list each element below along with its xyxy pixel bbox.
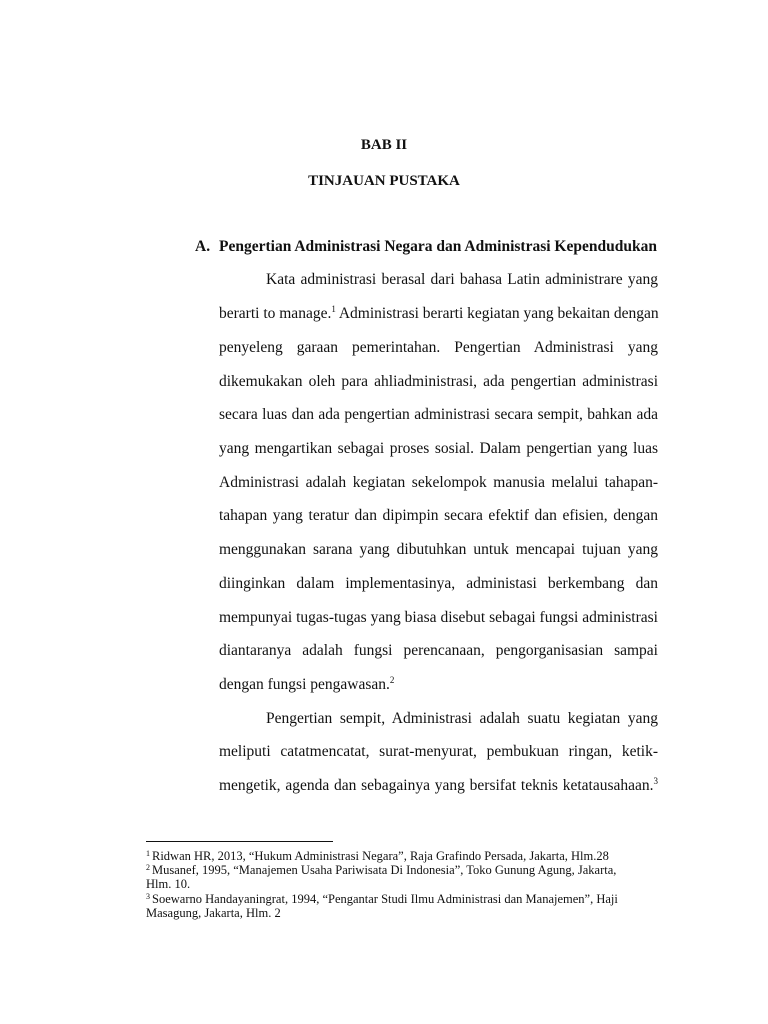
section-heading-text: Pengertian Administrasi Negara dan Administrasi Kependudukan bbox=[219, 238, 657, 255]
footnote-separator bbox=[146, 841, 333, 842]
paragraph1-line9: menggunakan sarana yang dibutuhkan untuk mencapai tujuan yang bbox=[219, 541, 658, 558]
paragraph2-line3 bbox=[219, 776, 658, 796]
footnote-2-cont: Hlm. 10. bbox=[146, 877, 191, 891]
footnote-text: Musanef, 1995, “Manajemen Usaha Pariwisata Di Indonesia”, Toko Gunung Agung, Jakarta, bbox=[152, 863, 617, 877]
paragraph2-line3-text: mengetik, agenda dan sebagainya yang bersifat teknis ketatausahaan. bbox=[219, 777, 654, 794]
paragraph2-line1: Pengertian sempit, Administrasi adalah suatu kegiatan yang bbox=[266, 710, 658, 727]
paragraph1-line8: tahapan yang teratur dan dipimpin secara efektif dan efisien, dengan bbox=[219, 507, 658, 524]
paragraph1-line10: diinginkan dalam implementasinya, administasi berkembang dan bbox=[219, 575, 658, 592]
footnote-mark: 1 bbox=[146, 849, 150, 858]
footnote-text: Ridwan HR, 2013, “Hukum Administrasi Negara”, Raja Grafindo Persada, Jakarta, Hlm.28 bbox=[152, 849, 609, 863]
footnote-mark: 2 bbox=[146, 863, 150, 872]
paragraph1-line5: secara luas dan ada pengertian administrasi secara sempit, bahkan ada bbox=[219, 406, 658, 423]
paragraph1-line1: Kata administrasi berasal dari bahasa Latin administrare yang bbox=[266, 271, 658, 288]
footnote-1 bbox=[146, 849, 646, 863]
paragraph1-line6: yang mengartikan sebagai proses sosial. Dalam pengertian yang luas bbox=[219, 440, 658, 457]
paragraph1-line2b: Administrasi berarti kegiatan yang bekaitan dengan bbox=[335, 305, 659, 322]
section-heading bbox=[195, 238, 657, 256]
footnote-mark: 3 bbox=[146, 892, 150, 901]
paragraph1-line12: diantaranya adalah fungsi perencanaan, pengorganisasian sampai bbox=[219, 642, 658, 659]
footnote-3-cont: Masagung, Jakarta, Hlm. 2 bbox=[146, 906, 281, 920]
paragraph1-line4: dikemukakan oleh para ahliadministrasi, ada pengertian administrasi bbox=[219, 373, 658, 390]
section-number: A. bbox=[195, 238, 211, 255]
paragraph1-line13 bbox=[219, 675, 658, 695]
paragraph1-line3: penyeleng garaan pemerintahan. Pengertian Administrasi yang bbox=[219, 339, 658, 356]
footnote-ref-2: 2 bbox=[389, 675, 395, 685]
footnote-ref-1: 1 bbox=[331, 304, 336, 314]
footnote-ref-3: 3 bbox=[653, 776, 658, 786]
footnote-2 bbox=[146, 863, 646, 877]
chapter-title: BAB II bbox=[360, 137, 408, 153]
paragraph1-line7: Administrasi adalah kegiatan sekelompok manusia melalui tahapan- bbox=[219, 474, 658, 491]
paragraph1-line2a: berarti to manage. bbox=[219, 305, 332, 322]
paragraph1-line2 bbox=[219, 304, 658, 324]
paragraph2-line2: meliputi catatmencatat, surat-menyurat, pembukuan ringan, ketik- bbox=[219, 743, 658, 760]
chapter-subtitle: TINJAUAN PUSTAKA bbox=[308, 173, 460, 189]
footnote-3 bbox=[146, 892, 646, 906]
paragraph1-line13-text: dengan fungsi pengawasan. bbox=[219, 676, 390, 693]
paragraph1-line11: mempunyai tugas-tugas yang biasa disebut sebagai fungsi administrasi bbox=[219, 609, 658, 626]
footnote-text: Soewarno Handayaningrat, 1994, “Pengantar Studi Ilmu Administrasi dan Manajemen”, Haji bbox=[152, 892, 618, 906]
